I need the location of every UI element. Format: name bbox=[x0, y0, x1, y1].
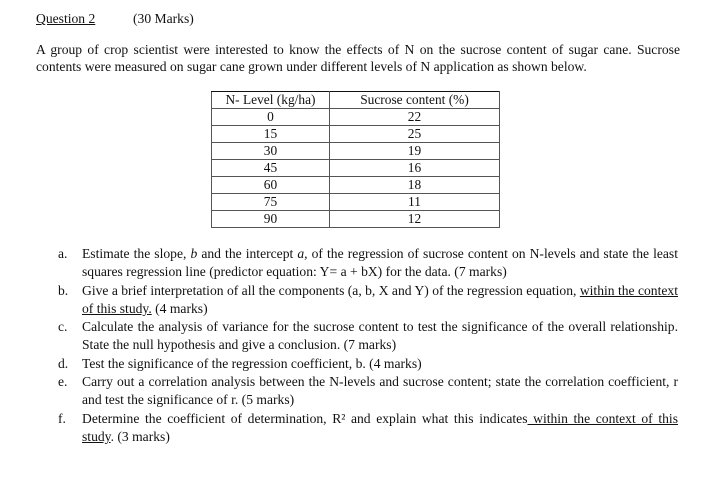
question-parts-list bbox=[58, 245, 678, 446]
question-marks: (30 Marks) bbox=[133, 11, 194, 26]
item-text-underlined: within the context of this study. bbox=[82, 282, 678, 316]
item-text: (4 marks) bbox=[151, 300, 208, 316]
item-text: . (3 marks) bbox=[110, 428, 170, 444]
item-label: e. bbox=[58, 374, 68, 390]
column-header-n-level: N- Level (kg/ha) bbox=[212, 92, 330, 109]
item-text-slope-symbol: b bbox=[190, 246, 198, 261]
question-title: Question 2 bbox=[36, 11, 96, 26]
table-row bbox=[212, 194, 500, 211]
cell-n-level: 75 bbox=[212, 194, 330, 211]
cell-sucrose: 11 bbox=[330, 194, 500, 211]
list-item-f bbox=[58, 410, 678, 447]
cell-sucrose: 16 bbox=[330, 160, 500, 177]
item-text-underlined: within the context of this study bbox=[82, 410, 678, 444]
cell-n-level: 30 bbox=[212, 143, 330, 160]
cell-sucrose: 18 bbox=[330, 177, 500, 194]
item-label: b. bbox=[58, 282, 69, 298]
item-text: Determine the coefficient of determination, R² and explain what this indicates bbox=[82, 410, 528, 426]
item-text: Calculate the analysis of variance for the sucrose content to test the significance of the overall relationship. State the null hypothesis and give a conclusion. (7 marks) bbox=[82, 319, 678, 353]
item-label: d. bbox=[58, 355, 69, 371]
list-item-d bbox=[58, 355, 678, 373]
item-text: and the intercept bbox=[197, 246, 298, 261]
table-row bbox=[212, 109, 500, 126]
cell-n-level: 90 bbox=[212, 211, 330, 228]
cell-n-level: 45 bbox=[212, 160, 330, 177]
list-item-a bbox=[58, 245, 678, 282]
cell-sucrose: 25 bbox=[330, 126, 500, 143]
list-item-c bbox=[58, 318, 678, 355]
data-table bbox=[211, 91, 500, 228]
table-row bbox=[212, 160, 500, 177]
item-text-intercept-symbol: a, bbox=[297, 246, 308, 261]
item-label: f. bbox=[58, 410, 66, 426]
table-row bbox=[212, 126, 500, 143]
item-label: c. bbox=[58, 319, 68, 335]
column-header-sucrose: Sucrose content (%) bbox=[330, 92, 500, 109]
list-item-b bbox=[58, 282, 678, 319]
cell-n-level: 0 bbox=[212, 109, 330, 126]
intro-paragraph: A group of crop scientist were interested to know the effects of N on the sucrose content of sugar cane. Sucrose contents were measured on sugar cane grown under different levels of N application as shown below. bbox=[36, 42, 680, 74]
item-text: of the regression of sucrose content on N-levels and state the least squares regression line (predictor equation: Y= a + bX) for the data. (7 marks) bbox=[82, 246, 679, 280]
table-row bbox=[212, 143, 500, 160]
list-item-e bbox=[58, 373, 678, 410]
table-row bbox=[212, 211, 500, 228]
cell-n-level: 15 bbox=[212, 126, 330, 143]
item-text: Estimate the slope, bbox=[82, 246, 191, 261]
table-header-row bbox=[212, 92, 500, 109]
item-text: Carry out a correlation analysis between the N-levels and sucrose content; state the correlation coefficient, r and test the significance of r. (5 marks) bbox=[82, 374, 678, 408]
cell-sucrose: 12 bbox=[330, 211, 500, 228]
item-text: Give a brief interpretation of all the components (a, b, X and Y) of the regression equation, bbox=[82, 282, 580, 298]
cell-sucrose: 19 bbox=[330, 143, 500, 160]
question-header bbox=[36, 11, 194, 27]
cell-n-level: 60 bbox=[212, 177, 330, 194]
table-row bbox=[212, 177, 500, 194]
item-label: a. bbox=[58, 246, 68, 261]
cell-sucrose: 22 bbox=[330, 109, 500, 126]
item-text: Test the significance of the regression coefficient, b. (4 marks) bbox=[82, 355, 422, 371]
